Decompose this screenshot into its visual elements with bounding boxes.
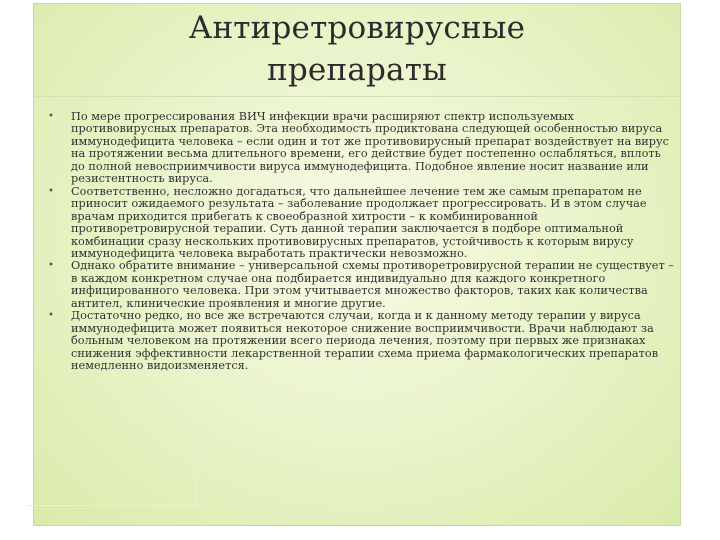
slide-title <box>33 7 681 91</box>
content-placeholder <box>40 103 674 518</box>
title-line-1: Антиретровирусные <box>188 10 526 46</box>
bullet-icon: • <box>48 310 54 322</box>
title-line-2: препараты <box>267 52 447 88</box>
bullet-icon: • <box>48 111 54 122</box>
title-placeholder <box>33 3 681 97</box>
bullet-item <box>40 310 674 372</box>
bullet-text: Достаточно редко, но все же встречаются случаи, когда и к данному методу терапии у вируса иммунодефицита может появиться некоторое снижение восприимчивости. Врачи наблюдают за больным человеком на протяжении всего периода лечения, поэтому при первых же признаках снижения эффективности лекарственной терапии схема приема фармакологических препаратов немедленно видоизменяется. <box>71 309 659 373</box>
bullet-text: По мере прогрессирования ВИЧ инфекции врачи расширяют спектр используемых противовирусных препаратов. Эта необходимость продиктована следующей особенностью вируса иммунодефицита человека – если один и тот же противовирусный препарат воздействует на вирус на протяжении весьма длительного времени, его действие будет постепенно ослабляться, вплоть до полной невосприимчивости вируса иммунодефицита. Подобное явление носит название или резистентность вируса. <box>71 110 669 186</box>
bullet-item <box>40 260 674 310</box>
bullet-icon: • <box>48 260 54 272</box>
bullet-text: Соответственно, несложно догадаться, что дальнейшее лечение тем же самым препаратом не приносит ожидаемого результата – заболевание продолжает прогрессировать. И в этом случае врачам приходится прибегать к своеобразной хитрости – к комбинированной противоретровирусной терапии. Суть данной терапии заключается в подборе оптимальной комбинации сразу нескольких противовирусных препаратов, устойчивость к которым вирусу иммунодефицита человека выработать практически невозможно. <box>71 184 647 260</box>
bullet-item <box>40 111 674 186</box>
bullet-text: Однако обратите внимание – универсальной схемы противоретровирусной терапии не существует – в каждом конкретном случае она подбирается индивидуально для каждого конкретного инфицированного человека. При этом учитывается множество факторов, таких как количества антител, клинические проявления и многие другие. <box>71 259 674 310</box>
bullet-icon: • <box>48 185 54 197</box>
bullet-list <box>40 111 674 373</box>
bullet-item <box>40 186 674 261</box>
